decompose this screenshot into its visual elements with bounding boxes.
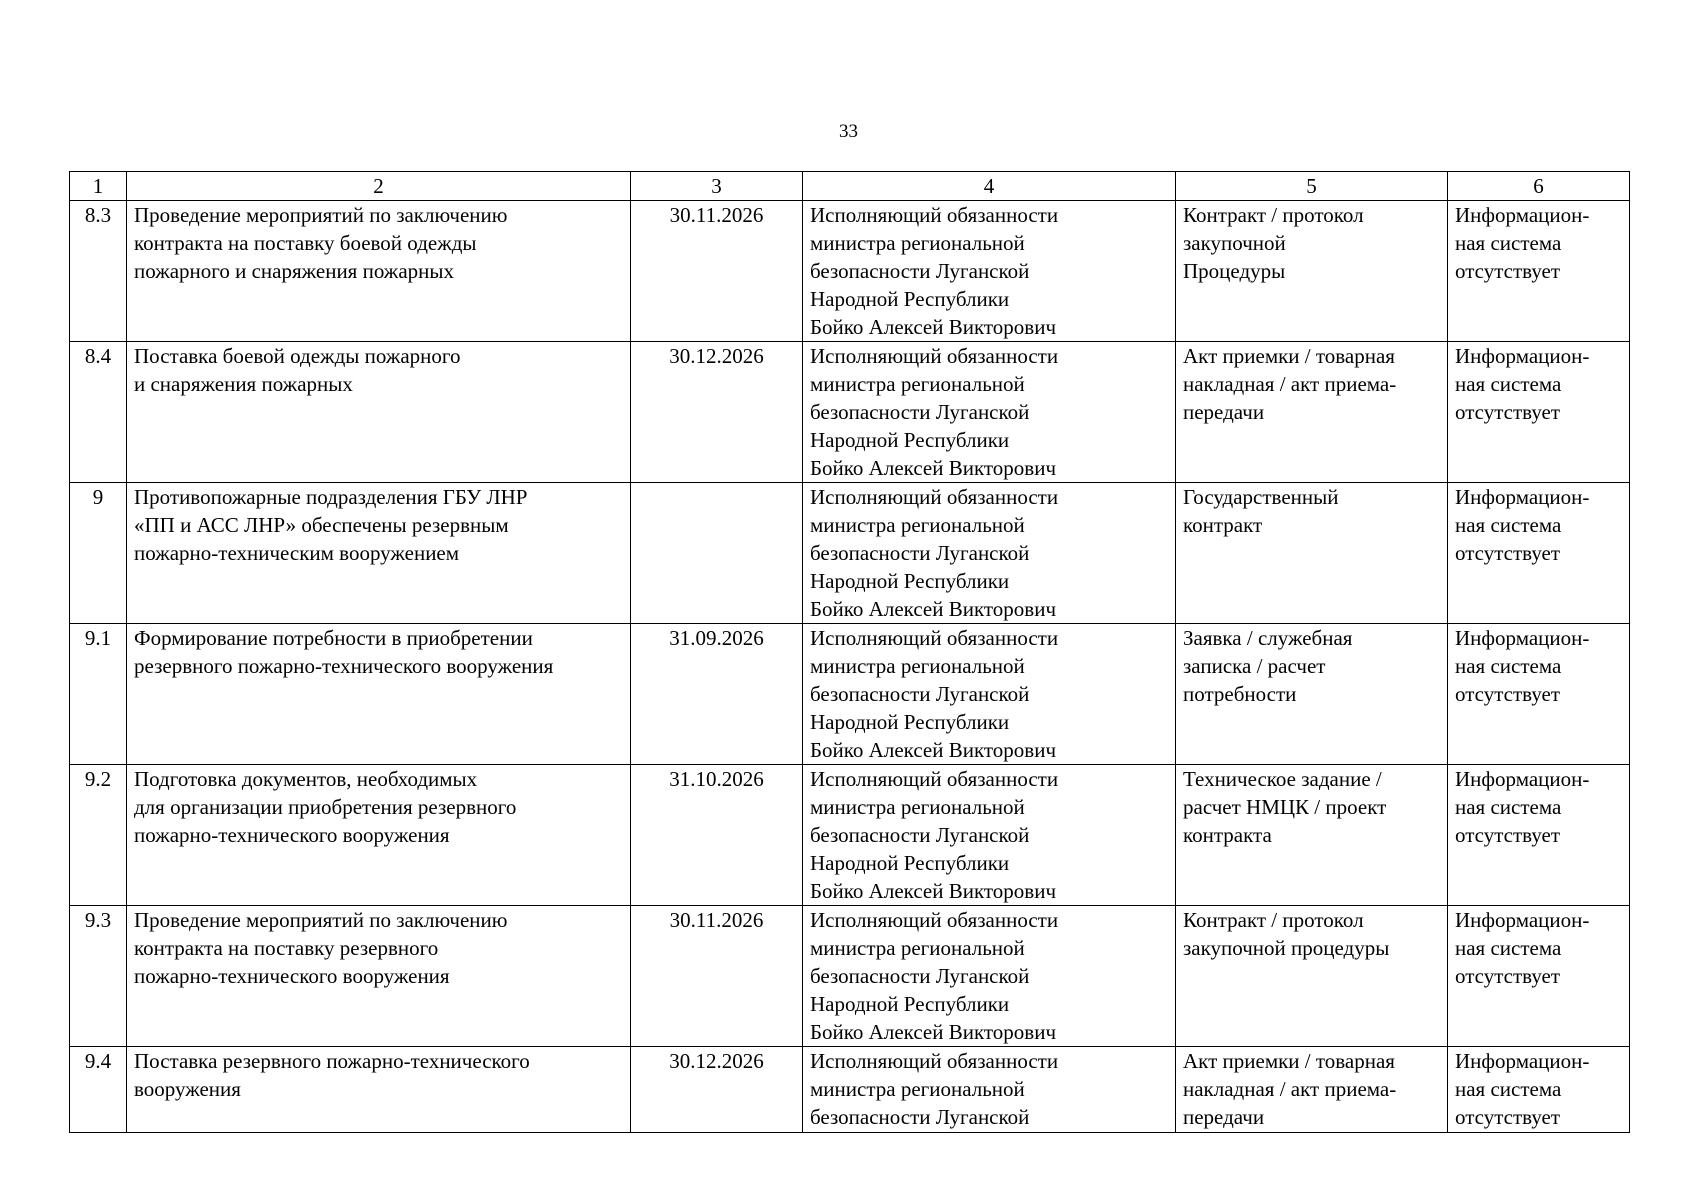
- document-text: Контракт / протокол закупочной процедуры: [1183, 908, 1390, 960]
- document-text: Заявка / служебная записка / расчет потребности: [1183, 626, 1353, 706]
- system-cell: [1448, 906, 1630, 1047]
- responsible-cell: [803, 1047, 1176, 1133]
- table-row: [70, 765, 1630, 906]
- table-row: [70, 624, 1630, 765]
- responsible-cell: [803, 906, 1176, 1047]
- document-cell: [1176, 201, 1448, 342]
- document-cell: [1176, 765, 1448, 906]
- table-row: [70, 483, 1630, 624]
- deadline-cell: 31.09.2026: [631, 624, 803, 765]
- document-cell: [1176, 624, 1448, 765]
- system-cell: [1448, 342, 1630, 483]
- document-text: Техническое задание / расчет НМЦК / проект контракта: [1183, 767, 1387, 847]
- row-number: 9.2: [70, 765, 127, 906]
- system-text: Информацион- ная система отсутствует: [1455, 1049, 1590, 1129]
- column-header-4: 4: [803, 172, 1176, 201]
- document-cell: [1176, 483, 1448, 624]
- document-cell: [1176, 1047, 1448, 1133]
- system-cell: [1448, 624, 1630, 765]
- system-cell: [1448, 201, 1630, 342]
- event-cell: [127, 1047, 631, 1133]
- page-number: 33: [839, 121, 858, 142]
- row-number: 9.4: [70, 1047, 127, 1133]
- column-header-5: 5: [1176, 172, 1448, 201]
- table-header: [70, 172, 1630, 201]
- row-number: 8.4: [70, 342, 127, 483]
- responsible-text: Исполняющий обязанности министра региональной безопасности Луганской Народной Республики Бойко Алексей Викторович: [810, 344, 1059, 480]
- event-text: Подготовка документов, необходимых для организации приобретения резервного пожарно-технического вооружения: [134, 767, 517, 847]
- document-cell: [1176, 906, 1448, 1047]
- document-text: Контракт / протокол закупочной Процедуры: [1183, 203, 1364, 283]
- responsible-cell: [803, 342, 1176, 483]
- responsible-cell: [803, 624, 1176, 765]
- responsible-text: Исполняющий обязанности министра региональной безопасности Луганской Народной Республики Бойко Алексей Викторович: [810, 203, 1059, 339]
- row-number: 8.3: [70, 201, 127, 342]
- table-body: [70, 201, 1630, 1133]
- event-text: Проведение мероприятий по заключению контракта на поставку боевой одежды пожарного и снаряжения пожарных: [134, 203, 508, 283]
- deadline-cell: 30.12.2026: [631, 1047, 803, 1133]
- column-header-3: 3: [631, 172, 803, 201]
- deadline-cell: 30.12.2026: [631, 342, 803, 483]
- event-cell: [127, 483, 631, 624]
- row-number: 9.3: [70, 906, 127, 1047]
- system-cell: [1448, 1047, 1630, 1133]
- event-text: Противопожарные подразделения ГБУ ЛНР «ПП и АСС ЛНР» обеспечены резервным пожарно-техническим вооружением: [134, 485, 528, 565]
- document-text: Акт приемки / товарная накладная / акт приема- передачи: [1183, 1049, 1397, 1129]
- system-cell: [1448, 765, 1630, 906]
- deadline-cell: 30.11.2026: [631, 906, 803, 1047]
- event-cell: [127, 201, 631, 342]
- system-text: Информацион- ная система отсутствует: [1455, 203, 1590, 283]
- deadline-cell: 31.10.2026: [631, 765, 803, 906]
- table-row: [70, 201, 1630, 342]
- row-number: 9: [70, 483, 127, 624]
- responsible-text: Исполняющий обязанности министра региональной безопасности Луганской Народной Республики Бойко Алексей Викторович: [810, 908, 1059, 1044]
- table-row: [70, 342, 1630, 483]
- system-text: Информацион- ная система отсутствует: [1455, 908, 1590, 988]
- document-text: Государственный контракт: [1183, 485, 1339, 537]
- event-text: Поставка резервного пожарно-технического вооружения: [134, 1049, 530, 1101]
- row-number: 9.1: [70, 624, 127, 765]
- event-cell: [127, 765, 631, 906]
- document-text: Акт приемки / товарная накладная / акт приема- передачи: [1183, 344, 1397, 424]
- table-row: [70, 906, 1630, 1047]
- deadline-cell: [631, 483, 803, 624]
- plan-table: [69, 171, 1630, 1133]
- event-text: Поставка боевой одежды пожарного и снаряжения пожарных: [134, 344, 461, 396]
- responsible-text: Исполняющий обязанности министра региональной безопасности Луганской Народной Республики Бойко Алексей Викторович: [810, 626, 1059, 762]
- system-text: Информацион- ная система отсутствует: [1455, 626, 1590, 706]
- responsible-cell: [803, 201, 1176, 342]
- event-text: Проведение мероприятий по заключению контракта на поставку резервного пожарно-технического вооружения: [134, 908, 508, 988]
- event-cell: [127, 906, 631, 1047]
- column-header-1: 1: [70, 172, 127, 201]
- responsible-cell: [803, 483, 1176, 624]
- header-row: [70, 172, 1630, 201]
- responsible-text: Исполняющий обязанности министра региональной безопасности Луганской: [810, 1049, 1059, 1129]
- deadline-cell: 30.11.2026: [631, 201, 803, 342]
- system-cell: [1448, 483, 1630, 624]
- system-text: Информацион- ная система отсутствует: [1455, 485, 1590, 565]
- responsible-text: Исполняющий обязанности министра региональной безопасности Луганской Народной Республики Бойко Алексей Викторович: [810, 767, 1059, 903]
- document-cell: [1176, 342, 1448, 483]
- responsible-cell: [803, 765, 1176, 906]
- system-text: Информацион- ная система отсутствует: [1455, 767, 1590, 847]
- table-row: [70, 1047, 1630, 1133]
- event-cell: [127, 342, 631, 483]
- event-text: Формирование потребности в приобретении резервного пожарно-технического вооружения: [134, 626, 554, 678]
- responsible-text: Исполняющий обязанности министра региональной безопасности Луганской Народной Республики Бойко Алексей Викторович: [810, 485, 1059, 621]
- column-header-6: 6: [1448, 172, 1630, 201]
- column-header-2: 2: [127, 172, 631, 201]
- system-text: Информацион- ная система отсутствует: [1455, 344, 1590, 424]
- event-cell: [127, 624, 631, 765]
